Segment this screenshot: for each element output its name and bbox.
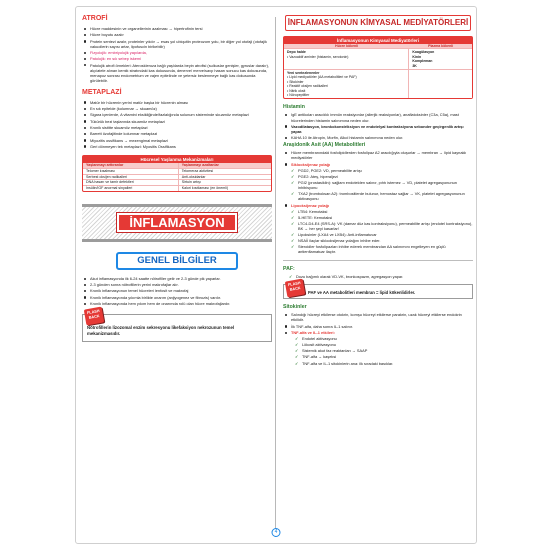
- list-item: Sigara içenlerde, A vitamini eksikliğinde/fazlalığında solunum sisteminde skuamöz metaplazi: [82, 112, 272, 117]
- mediators-table: [283, 36, 473, 99]
- paf-heading: PAF:: [283, 265, 295, 272]
- list-item: ✓ 5-HETE: Kemotaksi: [291, 215, 473, 220]
- table-header: Yaşlanmayı azaltanlar: [178, 163, 271, 168]
- atrofi-heading: ATROFİ: [82, 15, 108, 22]
- book-page: [75, 6, 477, 544]
- cox-heading: Siklooksijenaz yolağı: [283, 162, 473, 167]
- metaplazi-heading: METAPLAZİ: [82, 88, 122, 96]
- left-column: [82, 13, 272, 342]
- cell-subheading: Depo halde: [287, 50, 306, 55]
- table-header: Plazma kökenli: [409, 44, 472, 48]
- table-cell: Kalori kısıtlaması (en önemli): [178, 186, 271, 191]
- list-item: ✓ Dozu bağımlı olarak VD-VK, bronkospazm, agregasyon yapar.: [289, 274, 473, 279]
- table-cell: Telomeraz aktivitesi: [178, 168, 271, 174]
- table-row: [83, 186, 271, 191]
- list-item: ✓ Sistemik akut faz reaktanları → SAAP: [295, 348, 473, 353]
- list-item: ✓ NSAİİ ilaçlar siklooksijenaz yolağını inhibe eder.: [291, 238, 473, 243]
- list-item: TNF-alfa ve IL-1 etkileri:: [283, 330, 473, 335]
- aging-mechanisms-table: [82, 155, 272, 192]
- list-item: Kompleman: [412, 59, 433, 64]
- list-item: • Vazoaktif aminler (histamin, serotonin): [287, 55, 405, 59]
- list-item: ✓ TXA2 (tromboksan A2): trombositlerde bulunur, hemostaz sağlar → VK, platelet agregasyonunun aktivasyonu: [291, 191, 473, 201]
- list-item: ✓ Steroidler fosfolipazları inhibe ederek membrandan AA salınımını engelleyen en güçlü antienflamatuar ilaçtır.: [291, 244, 473, 254]
- lox-list: [283, 203, 473, 208]
- list-item: Kinin: [412, 54, 422, 59]
- list-item: ✓ TNF-alfa ve IL-1 sitokinlerin ana: ilk sıradaki basıklar.: [295, 361, 473, 366]
- aa-heading: Araşidonik Asit (AA) Metabolitleri: [283, 142, 366, 149]
- section-title: İNFLAMASYONUN KİMYASAL MEDİYATÖRLERİ: [285, 15, 471, 31]
- list-item: ✓ TNF-alfa → kaşeksi: [295, 354, 473, 359]
- list-item: ✓ PGD2, PGE2: VD, permeabilite artışı: [291, 168, 473, 173]
- table-header: Yaşlanmayı arttıranlar: [83, 163, 178, 168]
- genel-list: [82, 276, 272, 306]
- list-item: Hücre maddesinin ve organellerinin azalması → hipertrofinin tersi: [82, 26, 272, 31]
- right-column: [283, 13, 473, 367]
- list-item: ✓ LTB4: Kemotaksi: [291, 209, 473, 214]
- atrofi-list: [82, 26, 272, 83]
- lox-items: [283, 209, 473, 255]
- chapter-banner: [82, 204, 272, 242]
- histamin-list: [283, 112, 473, 140]
- list-item: IgE antikoları aracılıklı immün reaksiyonlar (allerjik reaksiyonlar), anaflatoksinler (C3a, C5a), mast hücrelerinden histamin salınımına neden olur.: [283, 112, 473, 122]
- page-number: 4: [272, 528, 281, 537]
- chapter-title: İNFLAMASYON: [117, 213, 236, 232]
- list-item: Geri dönmeyen tek metaplazi: Myositis Ossifikans: [82, 144, 272, 149]
- table-cell: Sirtuin artışı: [178, 180, 271, 186]
- column-divider: [275, 17, 276, 537]
- table-cell: Telomer kısalması: [83, 168, 178, 174]
- list-item: İlk TNF-alfa, daha sonra IL-1 salınır.: [283, 324, 473, 329]
- flashback-box: [82, 309, 272, 342]
- cell-subheading: Yeni sentezlenenler: [287, 71, 320, 76]
- list-item: Kronik sistitte skuamöz metaplazi: [82, 125, 272, 130]
- list-item: KAHA 10 ile Atropin, Morfin, Alkol histamin salınımına neden olur.: [283, 135, 473, 140]
- list-item: Barrett özofajitinde kolumnar metaplazi: [82, 131, 272, 136]
- list-item: ✓ LTC4-D4-E4 (SRS-A): VK (damar düz kas kontraksiyonu), permeabilite artışı (endotel kontraksiyonu), BK → her şeyi kasarlar!: [291, 221, 473, 231]
- lox-heading: Lipooksijenaz yolağı: [283, 203, 473, 208]
- list-item: Tükürük bezi taşlarında skuamöz metaplazi: [82, 119, 272, 124]
- section-title: GENEL BİLGİLER: [116, 252, 238, 270]
- list-item: Kronik inflamasyonda yıkımla birlikte onarım (anjiyogenez ve fibrozis) vardır.: [82, 295, 272, 300]
- list-item: ✓ PGI2 (prostasiklin): sağlam endotelden salınır, pıhtı istemez → VD, platelet agregasyonunun inhibisyonu: [291, 180, 473, 190]
- list-item: Fizyolojik: embriyolojik yapılarda,: [82, 50, 272, 55]
- paf-section: [283, 260, 473, 279]
- table-title: İnflamasyonun Kimyasal Mediyatörleri: [284, 37, 472, 44]
- list-item: • Nitrik oksit: [287, 89, 405, 93]
- list-item: Patolojik: en sık sebep iskemi: [82, 56, 272, 61]
- flashback-text: Nötrofillerin lizozomal enzim sekresyonu likefaksiyon nekrozunun temel mekanizmasıdır.: [87, 325, 235, 336]
- list-item: Koagülasyon: [412, 50, 435, 55]
- list-item: • Sitokinler: [287, 80, 405, 84]
- list-item: 3K: [412, 63, 417, 68]
- cox-list: [283, 162, 473, 167]
- list-item: Patolojik atrofi örnekleri: Aterosklerozа bağlı yaşlılarda beyin atrofisi (sulkuslar genişler, gyruslar daralır), alçı/atele alınan kemik stratındaki kas dokusunda, denerve/ merve/savp hasarı sonucu kas dokusunda, menapoz sonrası endometrium ve vajen epitelinde ve yetersiz beslenmeye bağlı kas dokusunda görülebilir.: [82, 63, 272, 83]
- table-cell: Anti-oksidanlar: [178, 174, 271, 180]
- list-item: • Lipid mediyatörler (AA metabolitleri ve PAF): [287, 75, 405, 79]
- list-item: Vazodilatasyon, bronkokonstriksiyon ve endotelyal kontraksiyona sebonder geçirgenlik artışı yapar.: [283, 124, 473, 134]
- list-item: Hücre membranındaki fosfolipidlerden fosfolipaz A2 aracılığıyla oluşurlar → membran → lipid kaynaklı mediyatörler: [283, 150, 473, 160]
- list-item: Hücre boyutu azalır: [82, 32, 272, 37]
- list-item: ✓ Endotel aktivasyonu: [295, 336, 473, 341]
- flashback-text: PAF ve AA metabolitleri membran = lipid kökenlidirler.: [308, 289, 416, 295]
- list-item: En sık epitelde (kolumnar → skuamöz): [82, 106, 272, 111]
- cox-items: [283, 168, 473, 202]
- table-header: Hücre kökenli: [284, 44, 409, 48]
- list-item: Kronik inflamasyonun temel hücreleri lenfosit ve makrofaj: [82, 288, 272, 293]
- table-cell: [409, 69, 472, 98]
- list-item: 2-3 günden sonra nötrofillerin yerini makrofajlar alır.: [82, 282, 272, 287]
- list-item: Protein sentezi azalır, proteinler yıkılır → esas yol ubiquitin proteozom yolu, bir diğer yol otofaji (otofajik vakuollerin sayısı artar, lipofuscin birikebilir): [82, 39, 272, 49]
- paf-list: [283, 274, 473, 279]
- list-item: • Nöropeptitler: [287, 93, 405, 97]
- table-cell: Serbest oksijen radikalleri: [83, 174, 178, 180]
- table-cell: İnsülin/IGF anormal sinyalleri: [83, 186, 178, 191]
- histamin-heading: Histamin: [283, 104, 305, 111]
- aa-list: [283, 150, 473, 160]
- table-cell: DNA hasarı ve tamir defektleri: [83, 180, 178, 186]
- sitokin-sublist: [283, 336, 473, 365]
- sitokin-list: [283, 312, 473, 335]
- table-cell: [284, 48, 409, 69]
- list-item: ✓ PGE2: Ateş, hiperaljezi: [291, 174, 473, 179]
- flashback-box: [283, 280, 473, 300]
- list-item: ✓ Lipoksinler (LXA4 ve LXB4): Anti-inflamatuvar: [291, 232, 473, 237]
- list-item: Matür bir hücrenin yerini matür başka bir hücrenin alması: [82, 100, 272, 105]
- list-item: Salındığı hücreyi etkilerse otokrin, komşu hücreyi etkilerse parakrin, uzak hücreyi etkilerse endokrin etkilidir.: [283, 312, 473, 322]
- metaplazi-list: [82, 100, 272, 149]
- list-item: ✓ Lökosit aktivasyonu: [295, 342, 473, 347]
- list-item: Miyozitis ossifikans → mezengimal metaplazi: [82, 138, 272, 143]
- list-item: • Reaktif oksijen radikalleri: [287, 84, 405, 88]
- table-cell: [409, 48, 472, 69]
- sitokin-heading: Sitokinler: [283, 304, 307, 311]
- list-item: Kronik inflamasyonda hem yıkım hem de onarımda rolü olan hücre makrofajlardır.: [82, 301, 272, 306]
- flashback-badge: FLASH BACK: [84, 307, 105, 326]
- table-cell: [284, 69, 409, 98]
- flashback-badge: FLASH BACK: [285, 278, 306, 297]
- list-item: Akut inflamasyonda ilk 6-24 saatte nötrofiller gelir ve 2-3 günde pik yaparlar.: [82, 276, 272, 281]
- table-title: Hücresel Yaşlanma Mekanizmaları: [83, 156, 271, 163]
